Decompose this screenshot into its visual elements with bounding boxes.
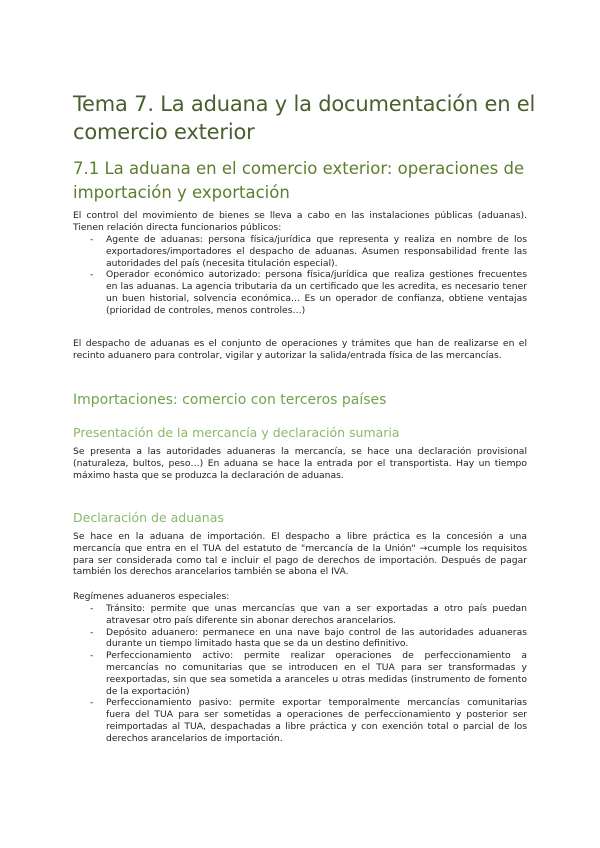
list-item: - Agente de aduanas: persona física/jurídica que representa y realiza en nombre de los exportadores/importadores el despacho de aduanas. Asumen responsabilidad frente las autoridades del país (necesita titulación especial). [73, 234, 527, 269]
presentacion-paragraph: Se presenta a las autoridades aduaneras la mercancía, se hace una declaración provisional (naturaleza, bultos, peso…) En aduana se hace la entrada por el transportista. Hay un tiempo máximo hasta que se produzca la declaración de aduanas. [73, 446, 527, 481]
list-item: - Perfeccionamiento activo: permite realizar operaciones de perfeccionamiento a mercancías no comunitarias que se introducen en el TUA para ser transformadas y reexportadas, sin que sea sometida a aranceles u otras medidas (instrumento de fomento de la exportación) [73, 650, 527, 697]
subsection-heading-presentacion: Presentación de la mercancía y declaración sumaria [73, 425, 400, 440]
list-item: - Tránsito: permite que unas mercancías que van a ser exportadas a otro país puedan atravesar otro país diferente sin abonar derechos arancelarios. [73, 603, 527, 627]
officials-list [73, 234, 527, 317]
special-regimes-list [73, 603, 527, 745]
list-item: - Depósito aduanero: permanece en una nave bajo control de las autoridades aduaneras durante un tiempo limitado hasta que se da un destino definitivo. [73, 627, 527, 651]
subsection-heading-declaracion: Declaración de aduanas [73, 510, 224, 525]
list-item: - Perfeccionamiento pasivo: permite exportar temporalmente mercancías comunitarias fuera del TUA para ser sometidas a operaciones de perfeccionamiento y posterior ser reimportadas al TUA, despachadas a libre práctica y con exención total o parcial de los derechos arancelarios de importación. [73, 697, 527, 744]
regimes-label: Regímenes aduaneros especiales: [73, 591, 230, 602]
declaracion-paragraph: Se hace en la aduana de importación. El despacho a libre práctica es la concesión a una mercancía que entra en el TUA del estatuto de "mercancía de la Unión" →cumple los requisitos para ser considerada como tal e incluir el pago de derechos de importación. Después de pagar también los derechos arancelarios también se abona el IVA. [73, 531, 527, 578]
section-heading-7-1: 7.1 La aduana en el comercio exterior: operaciones de importación y exportación [73, 159, 525, 202]
list-item: - Operador económico autorizado: persona física/jurídica que realiza gestiones frecuentes en las aduanas. La agencia tributaria da un certificado que les acredita, es necesario tener un buen historial, solvencia económica… Es un operador de confianza, obtiene ventajas (prioridad de controles, menos controles…) [73, 269, 527, 316]
section-intro-paragraph: El control del movimiento de bienes se lleva a cabo en las instalaciones públicas (aduanas). Tienen relación directa funcionarios públicos: [73, 210, 527, 233]
customs-clearance-paragraph: El despacho de aduanas es el conjunto de operaciones y trámites que han de realizarse en el recinto aduanero para controlar, vigilar y autorizar la salida/entrada física de las mercancías. [73, 338, 527, 361]
section-heading-importaciones: Importaciones: comercio con terceros países [73, 392, 387, 408]
document-title: Tema 7. La aduana y la documentación en el comercio exterior [73, 92, 536, 144]
